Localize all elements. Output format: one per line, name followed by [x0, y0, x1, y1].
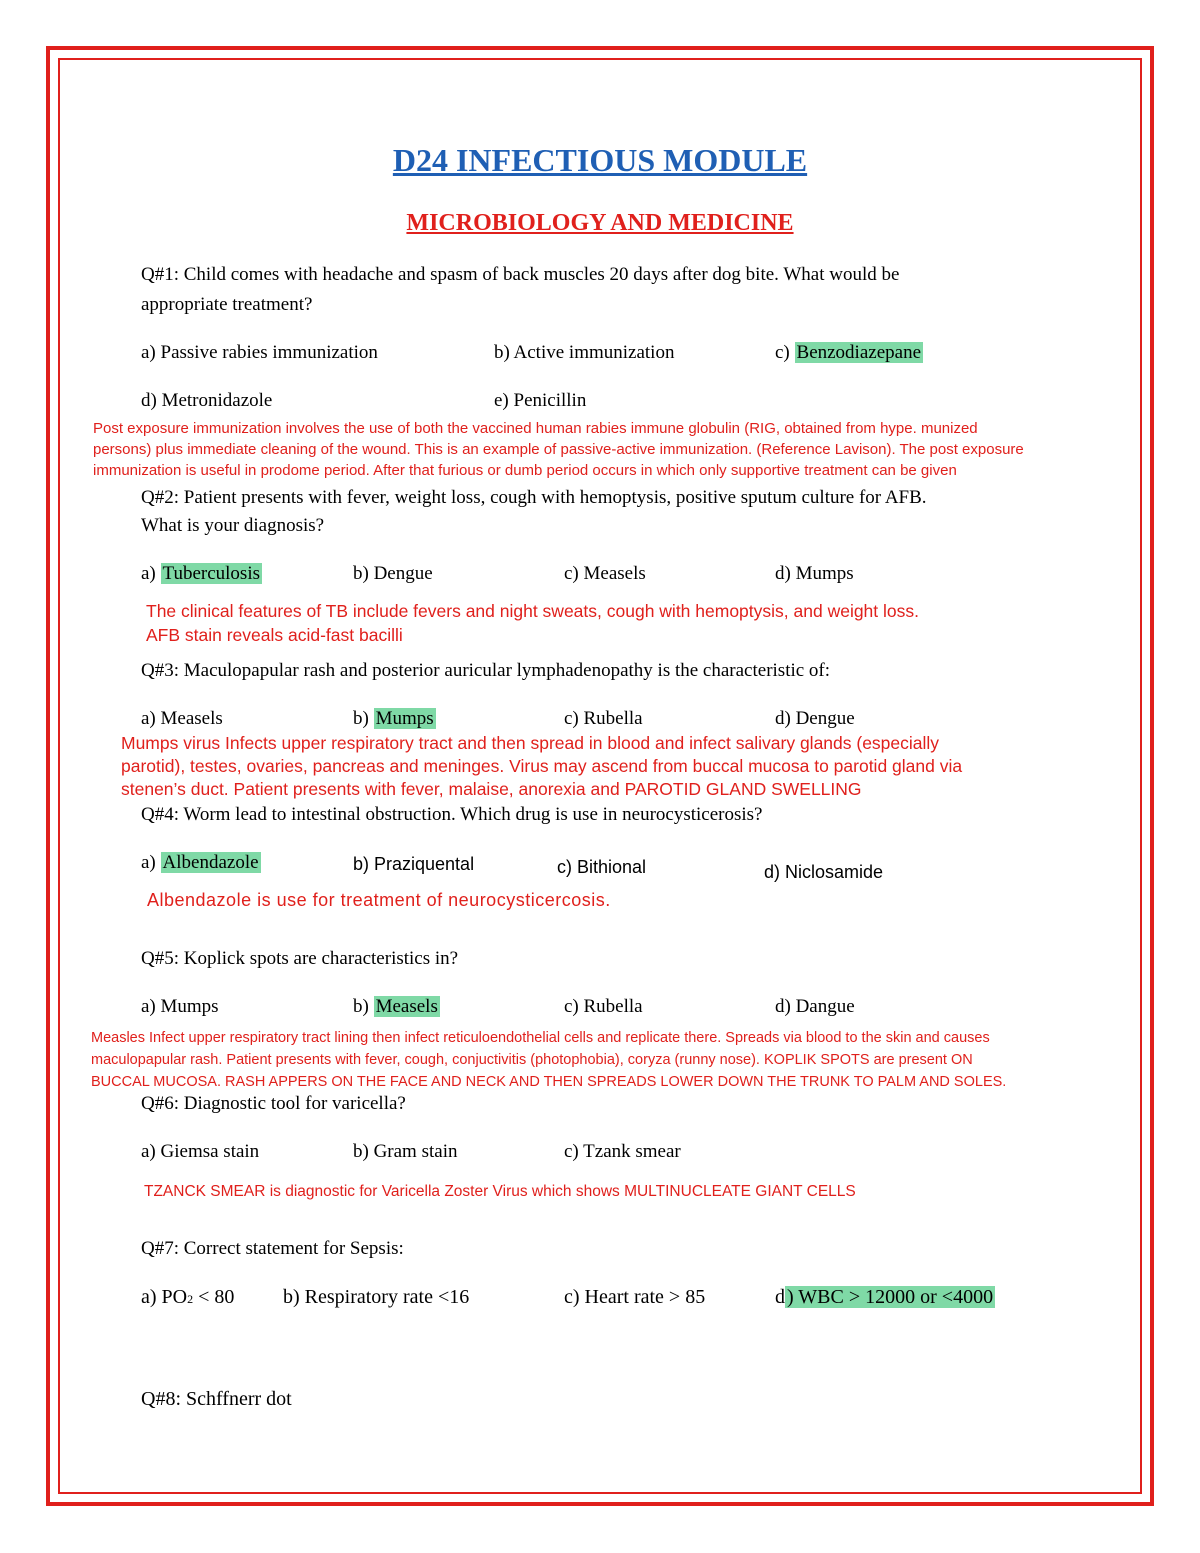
question-stem: Q#1: Child comes with headache and spasm of back muscles 20 days after dog bite. What would be	[141, 264, 900, 285]
correct-answer-highlight: ) WBC > 12000 or <4000	[787, 1286, 994, 1308]
correct-answer-highlight: Tuberculosis	[162, 563, 260, 584]
option-a: a) Albendazole	[141, 852, 259, 873]
correct-answer-highlight: Benzodiazepane	[796, 342, 921, 363]
explanation: Measles Infect upper respiratory tract lining then infect reticuloendothelial cells and replicate there. Spreads via blood to the skin and causes maculopapular rash. Patient presents with fever, cough, conjuctivitis (photophobia), coryza (runny nose). KOPLIK SPOTS are present ON BUCCAL MUCOSA. RASH APPERS ON THE FACE AND NECK AND THEN SPREADS LOWER DOWN THE TRUNK TO PALM AND SOLES.	[91, 1030, 1007, 1090]
explanation: Post exposure immunization involves the use of both the vaccined human rabies immune globulin (RIG, obtained from hype. munized persons) plus immediate cleaning of the wound. This is an example of passive-active immunization. (Reference Lavison). The post exposure immunization is useful in prodome period. After that furious or dumb period occurs in which only supportive treatment can be given	[93, 420, 1024, 479]
option-d: d ) WBC > 12000 or <4000	[775, 1286, 994, 1308]
correct-answer-highlight: Measels	[375, 996, 438, 1017]
question-stem: What is your diagnosis?	[141, 515, 325, 536]
option-d: d) Mumps	[775, 563, 854, 584]
option-b: b) Active immunization	[494, 342, 675, 363]
option-b: b) Mumps	[353, 708, 434, 729]
question-stem: Q#7: Correct statement for Sepsis:	[141, 1238, 404, 1259]
question-stem: Q#2: Patient presents with fever, weight loss, cough with hemoptysis, positive sputum culture for AFB.	[141, 487, 927, 508]
correct-answer-highlight: Albendazole	[162, 852, 259, 873]
option-a: a) Tuberculosis	[141, 563, 260, 584]
option-c: c) Tzank smear	[564, 1141, 681, 1162]
question-stem: Q#3: Maculopapular rash and posterior auricular lymphadenopathy is the characteristic of:	[141, 660, 831, 681]
explanation: TZANCK SMEAR is diagnostic for Varicella Zoster Virus which shows MULTINUCLEATE GIANT CELLS	[144, 1183, 856, 1200]
document-title: D24 INFECTIOUS MODULE	[392, 142, 808, 178]
option-c: c) Measels	[564, 563, 646, 584]
document-subtitle: MICROBIOLOGY AND MEDICINE	[406, 210, 794, 236]
explanation: The clinical features of TB include fevers and night sweats, cough with hemoptysis, and weight loss. AFB stain reveals acid-fast bacilli	[146, 601, 919, 645]
option-d: d) Dengue	[775, 708, 855, 729]
explanation: Mumps virus Infects upper respiratory tract and then spread in blood and infect salivary glands (especially parotid), testes, ovaries, pancreas and meninges. Virus may ascend from buccal mucosa to parotid gland via stenen’s duct. Patient presents with fever, malaise, anorexia and PAROTID GLAND SWELLING	[121, 733, 963, 799]
question-stem: appropriate treatment?	[141, 294, 313, 315]
option-a: a) Mumps	[141, 996, 219, 1017]
option-b: b) Respiratory rate <16	[283, 1286, 470, 1308]
explanation: Albendazole is use for treatment of neurocysticercosis.	[147, 890, 611, 910]
question-stem: Q#6: Diagnostic tool for varicella?	[141, 1093, 406, 1114]
option-b: b) Measels	[353, 996, 438, 1017]
question-stem: Q#8: Schffnerr dot	[141, 1388, 292, 1410]
question-stem: Q#5: Koplick spots are characteristics in?	[141, 948, 459, 969]
option-b: b) Gram stain	[353, 1141, 458, 1162]
option-a: a) Passive rabies immunization	[141, 342, 378, 363]
option-c: c) Heart rate > 85	[564, 1286, 706, 1308]
option-c: c) Rubella	[564, 996, 643, 1017]
option-c: c) Bithional	[557, 857, 647, 877]
option-d: d) Dangue	[775, 996, 855, 1017]
option-c: c) Rubella	[564, 708, 643, 729]
option-a: a) Measels	[141, 708, 223, 729]
correct-answer-highlight: Mumps	[375, 708, 434, 729]
option-b: b) Dengue	[353, 563, 433, 584]
option-d: d) Niclosamide	[764, 862, 884, 882]
question-stem: Q#4: Worm lead to intestinal obstruction. Which drug is use in neurocysticerosis?	[141, 804, 763, 825]
option-a: a) PO2 < 80	[141, 1286, 235, 1308]
option-d: d) Metronidazole	[141, 390, 273, 411]
option-e: e) Penicillin	[494, 390, 587, 411]
option-c: c) Benzodiazepane	[775, 342, 921, 363]
option-b: b) Praziquental	[353, 854, 475, 874]
option-a: a) Giemsa stain	[141, 1141, 260, 1162]
